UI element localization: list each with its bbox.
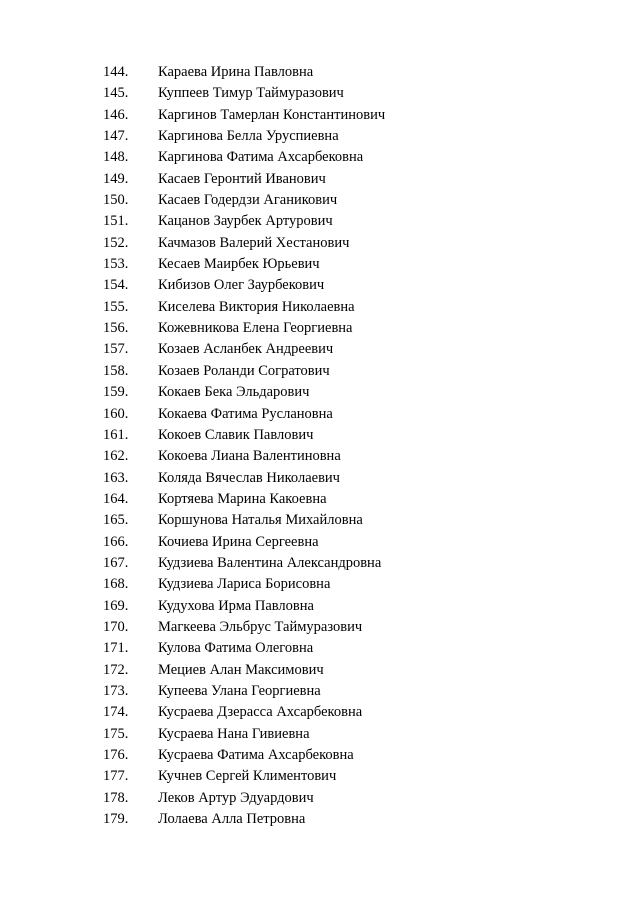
list-item	[0, 83, 640, 104]
item-number: 178.	[103, 789, 129, 806]
item-number: 152.	[103, 234, 129, 251]
item-name: Кокаева Фатима Руслановна	[158, 405, 333, 422]
list-item	[0, 510, 640, 531]
item-name: Лолаева Алла Петровна	[158, 811, 306, 828]
item-name: Кудзиева Лариса Борисовна	[158, 576, 331, 593]
list-item	[0, 446, 640, 467]
item-number: 155.	[103, 298, 129, 315]
list-item	[0, 468, 640, 489]
item-number: 167.	[103, 554, 129, 571]
list-item	[0, 361, 640, 382]
item-number: 164.	[103, 490, 129, 507]
list-item	[0, 382, 640, 403]
list-item	[0, 638, 640, 659]
item-name: Куппеев Тимур Таймуразович	[158, 85, 344, 102]
list-item	[0, 62, 640, 83]
list-item	[0, 126, 640, 147]
item-number: 168.	[103, 576, 129, 593]
item-name: Каргинова Фатима Ахсарбековна	[158, 149, 364, 166]
list-item	[0, 553, 640, 574]
item-name: Кокоев Славик Павлович	[158, 426, 314, 443]
item-name: Кокоева Лиана Валентиновна	[158, 448, 341, 465]
item-number: 159.	[103, 384, 129, 401]
item-number: 165.	[103, 512, 129, 529]
item-name: Качмазов Валерий Хестанович	[158, 234, 350, 251]
item-number: 176.	[103, 747, 129, 763]
item-number: 146.	[103, 106, 129, 123]
item-number: 145.	[103, 85, 129, 102]
list-item	[0, 574, 640, 595]
item-number: 170.	[103, 618, 129, 635]
list-item	[0, 404, 640, 425]
item-number: 175.	[103, 725, 129, 742]
item-name: Кудзиева Валентина Александровна	[158, 554, 382, 571]
item-number: 156.	[103, 320, 129, 337]
list-item	[0, 489, 640, 510]
list-item	[0, 297, 640, 318]
item-name: Киселева Виктория Николаевна	[158, 298, 355, 315]
item-name: Каргинова Белла Уруспиевна	[158, 128, 339, 145]
item-name: Кучнев Сергей Климентович	[158, 768, 337, 785]
item-number: 163.	[103, 469, 129, 486]
item-number: 171.	[103, 640, 129, 657]
item-name: Кусраева Фатима Ахсарбековна	[158, 747, 354, 763]
list-item	[0, 105, 640, 126]
item-name: Кочиева Ирина Сергеевна	[158, 533, 319, 550]
item-name: Мециев Алан Максимович	[158, 661, 324, 678]
item-name: Леков Артур Эдуардович	[158, 789, 314, 806]
item-name: Кусраева Дзерасса Ахсарбековна	[158, 704, 363, 721]
list-item	[0, 724, 640, 745]
item-number: 166.	[103, 533, 129, 550]
list-item	[0, 596, 640, 617]
item-number: 148.	[103, 149, 129, 166]
item-name: Кусраева Нана Гивиевна	[158, 725, 310, 742]
item-name: Кибизов Олег Заурбекович	[158, 277, 325, 294]
item-number: 179.	[103, 811, 129, 828]
item-number: 157.	[103, 341, 129, 358]
item-name: Магкеева Эльбрус Таймуразович	[158, 618, 363, 635]
item-name: Коршунова Наталья Михайловна	[158, 512, 363, 529]
item-name: Купеева Улана Георгиевна	[158, 682, 321, 699]
name-list	[0, 62, 640, 830]
item-name: Каргинов Тамерлан Константинович	[158, 106, 386, 123]
item-number: 174.	[103, 704, 129, 721]
item-number: 154.	[103, 277, 129, 294]
item-name: Кортяева Марина Какоевна	[158, 490, 327, 507]
item-name: Кулова Фатима Олеговна	[158, 640, 314, 657]
item-name: Касаев Годердзи Аганикович	[158, 192, 338, 209]
list-item	[0, 617, 640, 638]
item-name: Коляда Вячеслав Николаевич	[158, 469, 340, 486]
item-name: Кожевникова Елена Георгиевна	[158, 320, 353, 337]
list-item	[0, 318, 640, 339]
list-item	[0, 425, 640, 446]
list-item	[0, 233, 640, 254]
list-item	[0, 190, 640, 211]
item-name: Козаев Асланбек Андреевич	[158, 341, 334, 358]
list-item	[0, 702, 640, 723]
list-item	[0, 532, 640, 553]
list-item	[0, 660, 640, 681]
item-number: 160.	[103, 405, 129, 422]
list-item	[0, 745, 640, 766]
item-number: 173.	[103, 682, 129, 699]
item-name: Кацанов Заурбек Артурович	[158, 213, 333, 230]
list-item	[0, 788, 640, 809]
item-name: Козаев Роланди Согратович	[158, 362, 330, 379]
item-name: Караева Ирина Павловна	[158, 64, 314, 80]
item-number: 147.	[103, 128, 129, 145]
item-name: Касаев Геронтий Иванович	[158, 170, 326, 187]
list-item	[0, 766, 640, 787]
list-item	[0, 211, 640, 232]
item-number: 151.	[103, 213, 129, 230]
item-number: 162.	[103, 448, 129, 465]
item-number: 161.	[103, 426, 129, 443]
list-item	[0, 169, 640, 190]
item-number: 150.	[103, 192, 129, 209]
list-item	[0, 254, 640, 275]
list-item	[0, 275, 640, 296]
item-number: 158.	[103, 362, 129, 379]
item-number: 153.	[103, 256, 129, 273]
list-item	[0, 339, 640, 360]
item-name: Кудухова Ирма Павловна	[158, 597, 314, 614]
item-number: 144.	[103, 64, 129, 80]
list-item	[0, 681, 640, 702]
list-item	[0, 147, 640, 168]
item-number: 177.	[103, 768, 129, 785]
item-name: Кесаев Маирбек Юрьевич	[158, 256, 320, 273]
item-number: 169.	[103, 597, 129, 614]
item-name: Кокаев Бека Эльдарович	[158, 384, 310, 401]
item-number: 172.	[103, 661, 129, 678]
item-number: 149.	[103, 170, 129, 187]
list-item	[0, 809, 640, 830]
